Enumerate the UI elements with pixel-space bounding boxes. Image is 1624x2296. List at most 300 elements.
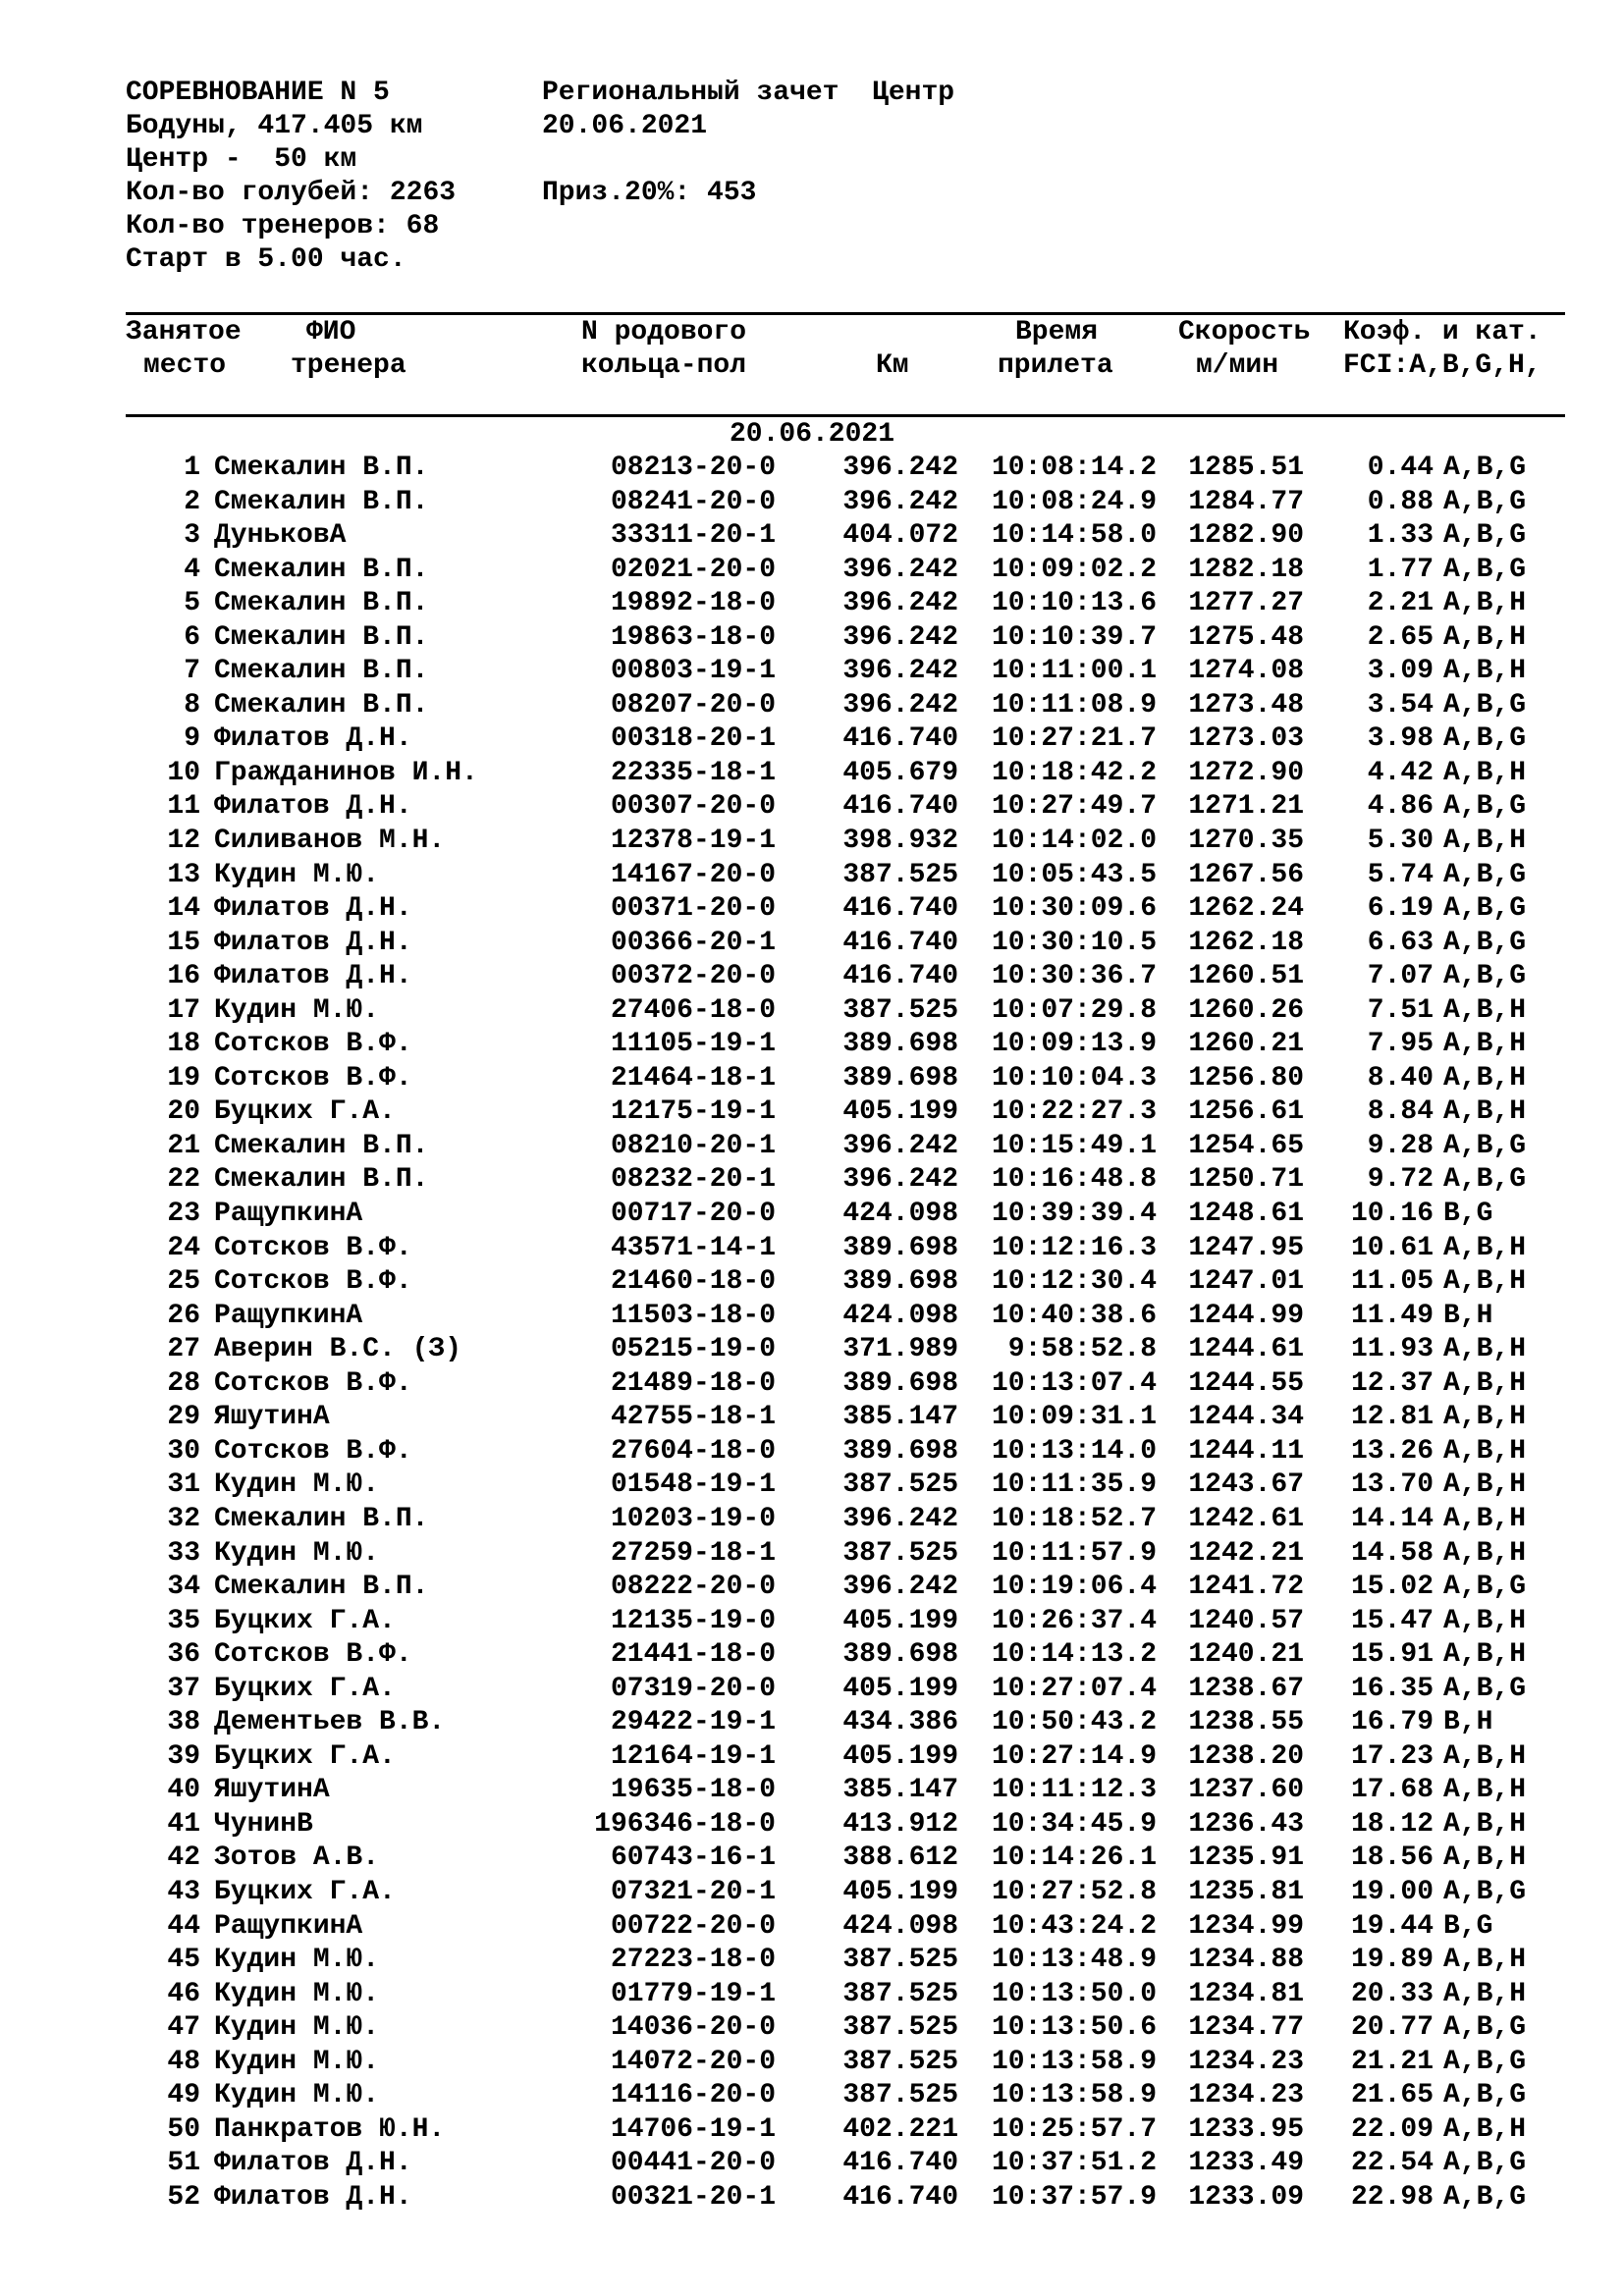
place-cell: 12 bbox=[167, 826, 200, 857]
trainer-name-cell: Смекалин В.П. bbox=[214, 554, 429, 585]
table-row bbox=[0, 1198, 1624, 1232]
place-cell: 43 bbox=[167, 1876, 200, 1907]
arrival-time-cell: 10:07:29.8 bbox=[991, 994, 1157, 1026]
speed-cell: 1234.99 bbox=[1188, 1910, 1304, 1942]
table-row bbox=[0, 722, 1624, 757]
place-cell: 47 bbox=[167, 2012, 200, 2044]
place-cell: 7 bbox=[184, 656, 200, 687]
distance-cell: 402.221 bbox=[842, 2113, 958, 2145]
place-cell: 26 bbox=[167, 1300, 200, 1331]
coefficient-cell: 21.21 bbox=[1350, 2046, 1434, 2077]
table-row bbox=[0, 1095, 1624, 1130]
place-cell: 2 bbox=[184, 486, 200, 517]
speed-cell: 1282.90 bbox=[1188, 520, 1304, 552]
trainer-name-cell: Буцких Г.А. bbox=[214, 1673, 396, 1704]
category-cell: A,B,H bbox=[1443, 1469, 1527, 1501]
trainer-name-cell: Кудин М.Ю. bbox=[214, 859, 380, 890]
arrival-time-cell: 10:05:43.5 bbox=[991, 859, 1157, 890]
speed-cell: 1273.48 bbox=[1188, 689, 1304, 721]
category-cell: A,B,H bbox=[1443, 1096, 1527, 1128]
trainer-name-cell: Сотсков В.Ф. bbox=[214, 1367, 412, 1399]
coefficient-cell: 22.54 bbox=[1350, 2148, 1434, 2179]
category-cell: A,B,G bbox=[1443, 2148, 1527, 2179]
coefficient-cell: 19.00 bbox=[1350, 1876, 1434, 1907]
category-cell: A,B,H bbox=[1443, 1367, 1527, 1399]
ring-number-cell: 01779-19-1 bbox=[610, 1978, 776, 2009]
speed-cell: 1238.20 bbox=[1188, 1740, 1304, 1772]
ring-number-cell: 07319-20-0 bbox=[610, 1673, 776, 1704]
table-row bbox=[0, 1232, 1624, 1266]
table-row bbox=[0, 1571, 1624, 1605]
distance-cell: 405.199 bbox=[842, 1876, 958, 1907]
coefficient-cell: 12.37 bbox=[1350, 1367, 1434, 1399]
trainer-name-cell: ДуньковА bbox=[214, 520, 347, 552]
col-time-line1: Время bbox=[1015, 317, 1099, 347]
distance-cell: 396.242 bbox=[842, 1572, 958, 1603]
place-cell: 49 bbox=[167, 2080, 200, 2111]
coefficient-cell: 11.49 bbox=[1350, 1300, 1434, 1331]
category-cell: A,B,H bbox=[1443, 1435, 1527, 1467]
speed-cell: 1267.56 bbox=[1188, 859, 1304, 890]
category-cell: A,B,G bbox=[1443, 859, 1527, 890]
ring-number-cell: 27604-18-0 bbox=[610, 1435, 776, 1467]
speed-cell: 1254.65 bbox=[1188, 1130, 1304, 1161]
distance-cell: 398.932 bbox=[842, 826, 958, 857]
table-date-row: 20.06.2021 bbox=[729, 419, 895, 450]
table-row bbox=[0, 859, 1624, 893]
arrival-time-cell: 10:34:45.9 bbox=[991, 1808, 1157, 1840]
coefficient-cell: 8.84 bbox=[1367, 1096, 1434, 1128]
distance-cell: 387.525 bbox=[842, 1945, 958, 1976]
category-cell: A,B,G bbox=[1443, 723, 1527, 755]
table-row bbox=[0, 1638, 1624, 1673]
category-cell: A,B,H bbox=[1443, 1062, 1527, 1094]
ring-number-cell: 21460-18-0 bbox=[610, 1266, 776, 1298]
ring-number-cell: 00321-20-1 bbox=[610, 2181, 776, 2213]
coefficient-cell: 11.05 bbox=[1350, 1266, 1434, 1298]
coefficient-cell: 12.81 bbox=[1350, 1402, 1434, 1433]
ring-number-cell: 14116-20-0 bbox=[610, 2080, 776, 2111]
table-row bbox=[0, 1808, 1624, 1842]
trainer-name-cell: Смекалин В.П. bbox=[214, 1164, 429, 1196]
table-row bbox=[0, 1130, 1624, 1164]
col-place-line1: Занятое bbox=[126, 317, 242, 347]
trainer-name-cell: Кудин М.Ю. bbox=[214, 2012, 380, 2044]
table-row bbox=[0, 1503, 1624, 1537]
arrival-time-cell: 10:18:42.2 bbox=[991, 757, 1157, 788]
arrival-time-cell: 10:27:49.7 bbox=[991, 791, 1157, 823]
center-distance: Центр - 50 км bbox=[126, 144, 357, 175]
table-row bbox=[0, 2046, 1624, 2080]
coefficient-cell: 22.98 bbox=[1350, 2181, 1434, 2213]
speed-cell: 1256.61 bbox=[1188, 1096, 1304, 1128]
table-row bbox=[0, 1265, 1624, 1300]
place-cell: 21 bbox=[167, 1130, 200, 1161]
distance-cell: 405.199 bbox=[842, 1605, 958, 1636]
category-cell: A,B,H bbox=[1443, 1266, 1527, 1298]
place-cell: 6 bbox=[184, 621, 200, 653]
place-cell: 40 bbox=[167, 1775, 200, 1806]
place-cell: 8 bbox=[184, 689, 200, 721]
speed-cell: 1241.72 bbox=[1188, 1572, 1304, 1603]
trainer-count: Кол-во тренеров: 68 bbox=[126, 211, 440, 241]
coefficient-cell: 20.33 bbox=[1350, 1978, 1434, 2009]
category-cell: A,B,G bbox=[1443, 554, 1527, 585]
coefficient-cell: 0.44 bbox=[1367, 453, 1434, 483]
trainer-name-cell: ЧунинВ bbox=[214, 1808, 313, 1840]
table-row bbox=[0, 1842, 1624, 1876]
ring-number-cell: 21464-18-1 bbox=[610, 1062, 776, 1094]
table-row bbox=[0, 1706, 1624, 1740]
place-cell: 19 bbox=[167, 1062, 200, 1094]
trainer-name-cell: Смекалин В.П. bbox=[214, 486, 429, 517]
trainer-name-cell: Буцких Г.А. bbox=[214, 1605, 396, 1636]
ring-number-cell: 11105-19-1 bbox=[610, 1029, 776, 1060]
speed-cell: 1236.43 bbox=[1188, 1808, 1304, 1840]
category-cell: A,B,H bbox=[1443, 1503, 1527, 1534]
category-cell: A,B,H bbox=[1443, 621, 1527, 653]
distance-cell: 424.098 bbox=[842, 1300, 958, 1331]
ring-number-cell: 08241-20-0 bbox=[610, 486, 776, 517]
speed-cell: 1234.88 bbox=[1188, 1945, 1304, 1976]
coefficient-cell: 7.51 bbox=[1367, 994, 1434, 1026]
distance-cell: 416.740 bbox=[842, 2148, 958, 2179]
coefficient-cell: 15.47 bbox=[1350, 1605, 1434, 1636]
speed-cell: 1238.67 bbox=[1188, 1673, 1304, 1704]
speed-cell: 1260.26 bbox=[1188, 994, 1304, 1026]
category-cell: A,B,G bbox=[1443, 961, 1527, 992]
category-cell: A,B,G bbox=[1443, 1572, 1527, 1603]
distance-cell: 385.147 bbox=[842, 1402, 958, 1433]
arrival-time-cell: 10:43:24.2 bbox=[991, 1910, 1157, 1942]
speed-cell: 1270.35 bbox=[1188, 826, 1304, 857]
place-cell: 18 bbox=[167, 1029, 200, 1060]
table-row bbox=[0, 1910, 1624, 1945]
coefficient-cell: 14.58 bbox=[1350, 1537, 1434, 1569]
place-cell: 1 bbox=[184, 453, 200, 483]
table-row bbox=[0, 1300, 1624, 1334]
table-row bbox=[0, 825, 1624, 859]
speed-cell: 1244.11 bbox=[1188, 1435, 1304, 1467]
category-cell: A,B,H bbox=[1443, 2113, 1527, 2145]
arrival-time-cell: 10:15:49.1 bbox=[991, 1130, 1157, 1161]
distance-cell: 396.242 bbox=[842, 621, 958, 653]
ring-number-cell: 00307-20-0 bbox=[610, 791, 776, 823]
coefficient-cell: 11.93 bbox=[1350, 1334, 1434, 1365]
ring-number-cell: 21441-18-0 bbox=[610, 1639, 776, 1671]
col-km: Км bbox=[876, 350, 909, 381]
distance-cell: 389.698 bbox=[842, 1639, 958, 1671]
speed-cell: 1274.08 bbox=[1188, 656, 1304, 687]
coefficient-cell: 20.77 bbox=[1350, 2012, 1434, 2044]
arrival-time-cell: 10:11:08.9 bbox=[991, 689, 1157, 721]
table-row bbox=[0, 587, 1624, 621]
speed-cell: 1285.51 bbox=[1188, 453, 1304, 483]
category-cell: A,B,H bbox=[1443, 1775, 1527, 1806]
category-cell: A,B,G bbox=[1443, 791, 1527, 823]
arrival-time-cell: 10:13:50.6 bbox=[991, 2012, 1157, 2044]
place-cell: 34 bbox=[167, 1572, 200, 1603]
arrival-time-cell: 10:11:57.9 bbox=[991, 1537, 1157, 1569]
ring-number-cell: 12135-19-0 bbox=[610, 1605, 776, 1636]
speed-cell: 1242.61 bbox=[1188, 1503, 1304, 1534]
distance-cell: 413.912 bbox=[842, 1808, 958, 1840]
table-row bbox=[0, 1435, 1624, 1469]
coefficient-cell: 14.14 bbox=[1350, 1503, 1434, 1534]
arrival-time-cell: 10:14:58.0 bbox=[991, 520, 1157, 552]
table-row bbox=[0, 1876, 1624, 1910]
table-row bbox=[0, 621, 1624, 656]
table-row bbox=[0, 790, 1624, 825]
ring-number-cell: 27259-18-1 bbox=[610, 1537, 776, 1569]
category-cell: A,B,G bbox=[1443, 453, 1527, 483]
coefficient-cell: 13.26 bbox=[1350, 1435, 1434, 1467]
ring-number-cell: 00441-20-0 bbox=[610, 2148, 776, 2179]
coefficient-cell: 17.68 bbox=[1350, 1775, 1434, 1806]
ring-number-cell: 08232-20-1 bbox=[610, 1164, 776, 1196]
distance-cell: 396.242 bbox=[842, 486, 958, 517]
place-cell: 16 bbox=[167, 961, 200, 992]
arrival-time-cell: 10:50:43.2 bbox=[991, 1707, 1157, 1738]
arrival-time-cell: 10:13:14.0 bbox=[991, 1435, 1157, 1467]
table-row bbox=[0, 1333, 1624, 1367]
distance-cell: 387.525 bbox=[842, 1537, 958, 1569]
speed-cell: 1244.61 bbox=[1188, 1334, 1304, 1365]
speed-cell: 1235.91 bbox=[1188, 1842, 1304, 1874]
arrival-time-cell: 10:37:57.9 bbox=[991, 2181, 1157, 2213]
speed-cell: 1275.48 bbox=[1188, 621, 1304, 653]
table-row bbox=[0, 2011, 1624, 2046]
trainer-name-cell: ЯшутинА bbox=[214, 1775, 330, 1806]
place-cell: 25 bbox=[167, 1266, 200, 1298]
distance-cell: 405.199 bbox=[842, 1740, 958, 1772]
speed-cell: 1277.27 bbox=[1188, 588, 1304, 619]
speed-cell: 1260.51 bbox=[1188, 961, 1304, 992]
trainer-name-cell: Филатов Д.Н. bbox=[214, 2148, 412, 2179]
coefficient-cell: 6.63 bbox=[1367, 927, 1434, 958]
category-cell: A,B,H bbox=[1443, 1605, 1527, 1636]
ring-number-cell: 196346-18-0 bbox=[594, 1808, 776, 1840]
place-cell: 3 bbox=[184, 520, 200, 552]
ring-number-cell: 05215-19-0 bbox=[610, 1334, 776, 1365]
place-cell: 24 bbox=[167, 1232, 200, 1263]
category-cell: A,B,H bbox=[1443, 588, 1527, 619]
prize-quota: Приз.20%: 453 bbox=[542, 178, 757, 208]
table-row bbox=[0, 1401, 1624, 1435]
distance-cell: 424.098 bbox=[842, 1910, 958, 1942]
trainer-name-cell: Смекалин В.П. bbox=[214, 1572, 429, 1603]
arrival-time-cell: 10:26:37.4 bbox=[991, 1605, 1157, 1636]
category-cell: A,B,H bbox=[1443, 1808, 1527, 1840]
ring-number-cell: 08207-20-0 bbox=[610, 689, 776, 721]
coefficient-cell: 19.44 bbox=[1350, 1910, 1434, 1942]
speed-cell: 1234.81 bbox=[1188, 1978, 1304, 2009]
arrival-time-cell: 10:18:52.7 bbox=[991, 1503, 1157, 1534]
place-cell: 31 bbox=[167, 1469, 200, 1501]
arrival-time-cell: 10:19:06.4 bbox=[991, 1572, 1157, 1603]
speed-cell: 1273.03 bbox=[1188, 723, 1304, 755]
trainer-name-cell: Кудин М.Ю. bbox=[214, 1978, 380, 2009]
category-cell: A,B,G bbox=[1443, 927, 1527, 958]
table-row bbox=[0, 2079, 1624, 2113]
coefficient-cell: 5.30 bbox=[1367, 826, 1434, 857]
speed-cell: 1282.18 bbox=[1188, 554, 1304, 585]
coefficient-cell: 3.54 bbox=[1367, 689, 1434, 721]
speed-cell: 1244.99 bbox=[1188, 1300, 1304, 1331]
trainer-name-cell: Смекалин В.П. bbox=[214, 453, 429, 483]
ring-number-cell: 01548-19-1 bbox=[610, 1469, 776, 1501]
distance-cell: 396.242 bbox=[842, 554, 958, 585]
place-cell: 4 bbox=[184, 554, 200, 585]
distance-cell: 405.199 bbox=[842, 1096, 958, 1128]
coefficient-cell: 18.56 bbox=[1350, 1842, 1434, 1874]
category-cell: A,B,H bbox=[1443, 1842, 1527, 1874]
category-cell: A,B,G bbox=[1443, 1876, 1527, 1907]
table-row bbox=[0, 1740, 1624, 1775]
speed-cell: 1248.61 bbox=[1188, 1199, 1304, 1230]
arrival-time-cell: 10:12:30.4 bbox=[991, 1266, 1157, 1298]
place-cell: 27 bbox=[167, 1334, 200, 1365]
distance-cell: 416.740 bbox=[842, 791, 958, 823]
distance-cell: 385.147 bbox=[842, 1775, 958, 1806]
distance-cell: 387.525 bbox=[842, 994, 958, 1026]
ring-number-cell: 12175-19-1 bbox=[610, 1096, 776, 1128]
table-row bbox=[0, 1944, 1624, 1978]
distance-cell: 405.199 bbox=[842, 1673, 958, 1704]
trainer-name-cell: Смекалин В.П. bbox=[214, 656, 429, 687]
table-row bbox=[0, 689, 1624, 723]
category-cell: A,B,H bbox=[1443, 1029, 1527, 1060]
distance-cell: 389.698 bbox=[842, 1266, 958, 1298]
distance-cell: 389.698 bbox=[842, 1435, 958, 1467]
speed-cell: 1233.95 bbox=[1188, 2113, 1304, 2145]
table-row bbox=[0, 554, 1624, 588]
distance-cell: 387.525 bbox=[842, 859, 958, 890]
trainer-name-cell: Сотсков В.Ф. bbox=[214, 1232, 412, 1263]
col-place-line2: место bbox=[143, 350, 227, 381]
trainer-name-cell: Кудин М.Ю. bbox=[214, 1945, 380, 1976]
place-cell: 11 bbox=[167, 791, 200, 823]
col-time-line2: прилета bbox=[998, 350, 1113, 381]
place-cell: 39 bbox=[167, 1740, 200, 1772]
coefficient-cell: 16.79 bbox=[1350, 1707, 1434, 1738]
ring-number-cell: 00371-20-0 bbox=[610, 893, 776, 925]
table-row bbox=[0, 519, 1624, 554]
arrival-time-cell: 10:11:00.1 bbox=[991, 656, 1157, 687]
trainer-name-cell: Сотсков В.Ф. bbox=[214, 1062, 412, 1094]
arrival-time-cell: 10:11:12.3 bbox=[991, 1775, 1157, 1806]
place-cell: 32 bbox=[167, 1503, 200, 1534]
distance-cell: 371.989 bbox=[842, 1334, 958, 1365]
coefficient-cell: 0.88 bbox=[1367, 486, 1434, 517]
distance-cell: 416.740 bbox=[842, 927, 958, 958]
coefficient-cell: 7.07 bbox=[1367, 961, 1434, 992]
coefficient-cell: 6.19 bbox=[1367, 893, 1434, 925]
arrival-time-cell: 10:14:26.1 bbox=[991, 1842, 1157, 1874]
ring-number-cell: 12378-19-1 bbox=[610, 826, 776, 857]
category-cell: A,B,G bbox=[1443, 2080, 1527, 2111]
place-cell: 51 bbox=[167, 2148, 200, 2179]
table-row bbox=[0, 1774, 1624, 1808]
trainer-name-cell: Кудин М.Ю. bbox=[214, 1537, 380, 1569]
arrival-time-cell: 10:13:58.9 bbox=[991, 2046, 1157, 2077]
distance-cell: 387.525 bbox=[842, 2080, 958, 2111]
ring-number-cell: 33311-20-1 bbox=[610, 520, 776, 552]
ring-number-cell: 12164-19-1 bbox=[610, 1740, 776, 1772]
trainer-name-cell: Смекалин В.П. bbox=[214, 1503, 429, 1534]
distance-cell: 416.740 bbox=[842, 2181, 958, 2213]
trainer-name-cell: РащупкинА bbox=[214, 1300, 363, 1331]
place-cell: 50 bbox=[167, 2113, 200, 2145]
place-cell: 42 bbox=[167, 1842, 200, 1874]
arrival-time-cell: 10:13:07.4 bbox=[991, 1367, 1157, 1399]
table-row bbox=[0, 1673, 1624, 1707]
place-cell: 29 bbox=[167, 1402, 200, 1433]
trainer-name-cell: Смекалин В.П. bbox=[214, 621, 429, 653]
arrival-time-cell: 10:27:21.7 bbox=[991, 723, 1157, 755]
coefficient-cell: 4.42 bbox=[1367, 757, 1434, 788]
speed-cell: 1240.21 bbox=[1188, 1639, 1304, 1671]
arrival-time-cell: 10:08:24.9 bbox=[991, 486, 1157, 517]
place-cell: 9 bbox=[184, 723, 200, 755]
category-cell: A,B,H bbox=[1443, 1639, 1527, 1671]
ring-number-cell: 60743-16-1 bbox=[610, 1842, 776, 1874]
category-cell: A,B,H bbox=[1443, 1334, 1527, 1365]
table-row bbox=[0, 757, 1624, 791]
place-cell: 46 bbox=[167, 1978, 200, 2009]
speed-cell: 1244.34 bbox=[1188, 1402, 1304, 1433]
arrival-time-cell: 10:25:57.7 bbox=[991, 2113, 1157, 2145]
arrival-time-cell: 10:10:39.7 bbox=[991, 621, 1157, 653]
ring-number-cell: 02021-20-0 bbox=[610, 554, 776, 585]
category-cell: B,H bbox=[1443, 1707, 1493, 1738]
table-row bbox=[0, 2181, 1624, 2216]
place-cell: 23 bbox=[167, 1199, 200, 1230]
distance-cell: 405.679 bbox=[842, 757, 958, 788]
ring-number-cell: 00722-20-0 bbox=[610, 1910, 776, 1942]
col-coef-line1: Коэф. и кат. bbox=[1343, 317, 1542, 347]
col-coef-line2: FCI:A,B,G,H, bbox=[1343, 350, 1542, 381]
ring-number-cell: 00803-19-1 bbox=[610, 656, 776, 687]
category-cell: B,H bbox=[1443, 1300, 1493, 1331]
category-cell: A,B,G bbox=[1443, 893, 1527, 925]
arrival-time-cell: 10:27:14.9 bbox=[991, 1740, 1157, 1772]
coefficient-cell: 2.21 bbox=[1367, 588, 1434, 619]
table-row bbox=[0, 1163, 1624, 1198]
ring-number-cell: 10203-19-0 bbox=[610, 1503, 776, 1534]
category-cell: A,B,H bbox=[1443, 994, 1527, 1026]
table-row bbox=[0, 1468, 1624, 1503]
arrival-time-cell: 10:14:02.0 bbox=[991, 826, 1157, 857]
table-top-rule bbox=[126, 312, 1565, 315]
col-speed-line2: м/мин bbox=[1196, 350, 1279, 381]
trainer-name-cell: Смекалин В.П. bbox=[214, 1130, 429, 1161]
speed-cell: 1262.24 bbox=[1188, 893, 1304, 925]
category-cell: A,B,G bbox=[1443, 689, 1527, 721]
ring-number-cell: 11503-18-0 bbox=[610, 1300, 776, 1331]
category-cell: A,B,G bbox=[1443, 486, 1527, 517]
distance-cell: 388.612 bbox=[842, 1842, 958, 1874]
coefficient-cell: 18.12 bbox=[1350, 1808, 1434, 1840]
category-cell: A,B,H bbox=[1443, 1232, 1527, 1263]
trainer-name-cell: Силиванов М.Н. bbox=[214, 826, 446, 857]
speed-cell: 1271.21 bbox=[1188, 791, 1304, 823]
place-cell: 36 bbox=[167, 1639, 200, 1671]
speed-cell: 1234.77 bbox=[1188, 2012, 1304, 2044]
trainer-name-cell: ЯшутинА bbox=[214, 1402, 330, 1433]
place-cell: 48 bbox=[167, 2046, 200, 2077]
table-row bbox=[0, 2113, 1624, 2148]
